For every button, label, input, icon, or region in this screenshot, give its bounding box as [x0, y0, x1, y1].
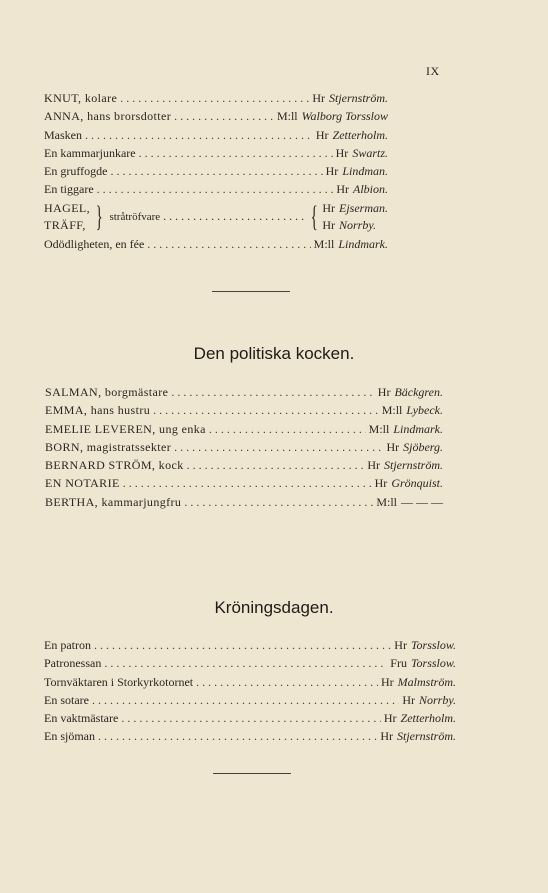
actor-title: Hr: [394, 638, 407, 652]
actor: [402, 691, 456, 709]
dot-leader: [147, 235, 310, 253]
actor-name: Lindman.: [342, 164, 388, 179]
actor-name: Stjernström.: [328, 91, 388, 105]
cast-row: [44, 89, 388, 107]
dot-leader: [209, 420, 366, 438]
actor-name: Grönquist.: [391, 476, 443, 491]
section-divider: [213, 773, 291, 774]
dot-leader: [120, 89, 309, 107]
actor: [390, 654, 456, 672]
actor: [394, 636, 456, 654]
dot-leader: [104, 654, 387, 672]
cast-row: [45, 456, 443, 474]
role-name: En kammarjunkare: [44, 145, 136, 160]
role-name: En sotare: [44, 692, 89, 707]
actor: [382, 401, 443, 419]
actor-title: M:ll: [313, 236, 335, 251]
role-name: En gruffogde: [44, 164, 108, 179]
actor-title: Hr: [322, 200, 335, 215]
pair-actors: [322, 200, 388, 234]
cast-row: [44, 636, 456, 654]
actor-title: Hr: [386, 439, 400, 454]
role-name: SALMAN, borgmästare: [45, 385, 169, 399]
role-name: En tiggare: [44, 182, 94, 197]
actor-name: Lybeck.: [406, 403, 443, 418]
dot-leader: [187, 456, 365, 474]
dot-leader: [110, 162, 322, 180]
actor-title: Hr: [402, 692, 415, 707]
actor: [381, 673, 456, 691]
dot-leader: [163, 209, 306, 224]
actor-title: Hr: [374, 476, 388, 491]
dot-leader: [92, 691, 399, 709]
brace: {: [310, 199, 318, 233]
actor-name: Norrby.: [339, 217, 377, 232]
actor: [277, 107, 388, 125]
actor: [316, 126, 388, 144]
actor: [380, 727, 456, 745]
actor-name: Zetterholm.: [332, 127, 388, 142]
actor-name: Zetterholm.: [400, 711, 456, 726]
section-divider: [212, 291, 290, 292]
actor-name: Malmström.: [397, 674, 456, 689]
dot-leader: [174, 107, 274, 125]
actor-name: Swartz.: [352, 145, 388, 160]
pair-roles: [44, 200, 90, 234]
cast-row: [45, 383, 443, 401]
actor-title: Hr: [367, 458, 380, 473]
dot-leader: [184, 493, 373, 511]
dot-leader: [153, 401, 379, 419]
cast-row: [44, 727, 456, 745]
cast-row: [44, 654, 456, 672]
actor: [376, 493, 443, 511]
actor-name: Lindmark.: [338, 236, 388, 251]
role-name: Odödligheten, en fée: [44, 236, 145, 251]
cast-row: [45, 401, 443, 419]
actor-title: Hr: [315, 127, 329, 142]
actor-name: Norrby.: [418, 692, 456, 707]
cast-row: [45, 420, 443, 438]
actor-title: M:ll: [381, 403, 403, 418]
cast-row: [45, 474, 443, 492]
role-name: BERTHA, kammarjungfru: [45, 494, 182, 509]
actor-title: Hr: [336, 182, 349, 197]
role-name: BORN, magistratssekter: [45, 439, 172, 454]
dot-leader: [139, 144, 333, 162]
brace: }: [95, 199, 103, 233]
cast-list-2: [45, 383, 443, 511]
page-number: IX: [426, 64, 440, 78]
actor-title: Hr: [377, 385, 391, 399]
role-name: ANNA, hans brorsdotter: [44, 109, 172, 124]
section-heading: Den politiska kocken.: [193, 344, 355, 363]
actor-title: Hr: [383, 711, 397, 726]
actor: [369, 420, 443, 438]
role-name: En vaktmästare: [44, 711, 119, 726]
actor-name: Ejserman.: [339, 200, 388, 215]
actor-name: Lindmark.: [393, 421, 443, 436]
dot-leader: [123, 474, 372, 492]
role-name: EMMA, hans hustru: [45, 403, 151, 418]
role-name: EN NOTARIE: [45, 476, 120, 491]
dot-leader: [97, 180, 334, 198]
actor-name: Torsslow.: [410, 638, 456, 652]
section-heading: Kröningsdagen.: [214, 598, 334, 617]
cast-row: [45, 438, 443, 456]
actor: [386, 438, 443, 456]
cast-list-3: [44, 636, 456, 746]
role-name: EMELIE LEVEREN, ung enka: [45, 421, 206, 436]
cast-row: [44, 235, 388, 253]
cast-row: [44, 691, 456, 709]
actor-name: Bäckgren.: [394, 385, 443, 399]
cast-row: [44, 180, 388, 198]
actor: [378, 383, 443, 401]
actor-name: — — —: [401, 494, 443, 509]
cast-row: [44, 144, 388, 162]
actor-title: M:ll: [368, 421, 390, 436]
role-name: HAGEL,: [44, 200, 91, 215]
dot-leader: [94, 636, 391, 654]
actor-title: Hr: [380, 729, 393, 744]
actor-name: Stjernström.: [383, 458, 443, 473]
actor-name: Sjöberg.: [403, 439, 443, 454]
role-name: Tornväktaren i Storkyrkotornet: [44, 674, 194, 689]
role-name: BERNARD STRÖM, kock: [45, 458, 184, 473]
actor-name: Albion.: [353, 182, 388, 197]
role-name: TRÄFF,: [44, 217, 86, 232]
actor-title: Hr: [380, 674, 394, 689]
actor: [384, 709, 456, 727]
actor-title: Hr: [325, 164, 339, 179]
actor-name: Stjernström.: [396, 729, 456, 744]
actor: [326, 162, 388, 180]
actor: [367, 456, 443, 474]
actor-title: Fru: [390, 656, 407, 671]
cast-list-1: [44, 89, 388, 253]
dot-leader: [174, 438, 383, 456]
cast-row: [44, 673, 456, 691]
dot-leader: [98, 727, 377, 745]
actor-title: Hr: [312, 91, 325, 105]
cast-row: [44, 709, 456, 727]
actor: [314, 235, 388, 253]
role-name: Masken: [44, 127, 82, 142]
cast-pair: [44, 200, 388, 234]
actor: [336, 144, 388, 162]
actor-name: Torsslow.: [410, 656, 456, 671]
actor-title: M:ll: [376, 494, 397, 509]
actor: [312, 89, 388, 107]
cast-row: [44, 107, 388, 125]
actor-title: Hr: [322, 217, 335, 232]
actor-title: M:ll: [276, 109, 298, 124]
cast-row: [44, 162, 388, 180]
dot-leader: [85, 126, 313, 144]
dot-leader: [171, 383, 374, 401]
role-name: En sjöman: [44, 729, 95, 744]
actor: [322, 217, 388, 234]
role-name: En patron: [44, 638, 91, 652]
cast-row: [44, 126, 388, 144]
dot-leader: [196, 673, 378, 691]
actor: [322, 200, 388, 217]
shared-role: stråtröfvare: [109, 210, 161, 223]
role-name: KNUT, kolare: [44, 91, 118, 105]
actor-name: Walborg Torsslow: [301, 109, 388, 124]
role-name: Patronessan: [44, 656, 102, 671]
cast-row: [45, 493, 443, 511]
dot-leader: [121, 709, 381, 727]
actor: [336, 180, 388, 198]
actor-title: Hr: [335, 145, 349, 160]
actor: [375, 474, 443, 492]
